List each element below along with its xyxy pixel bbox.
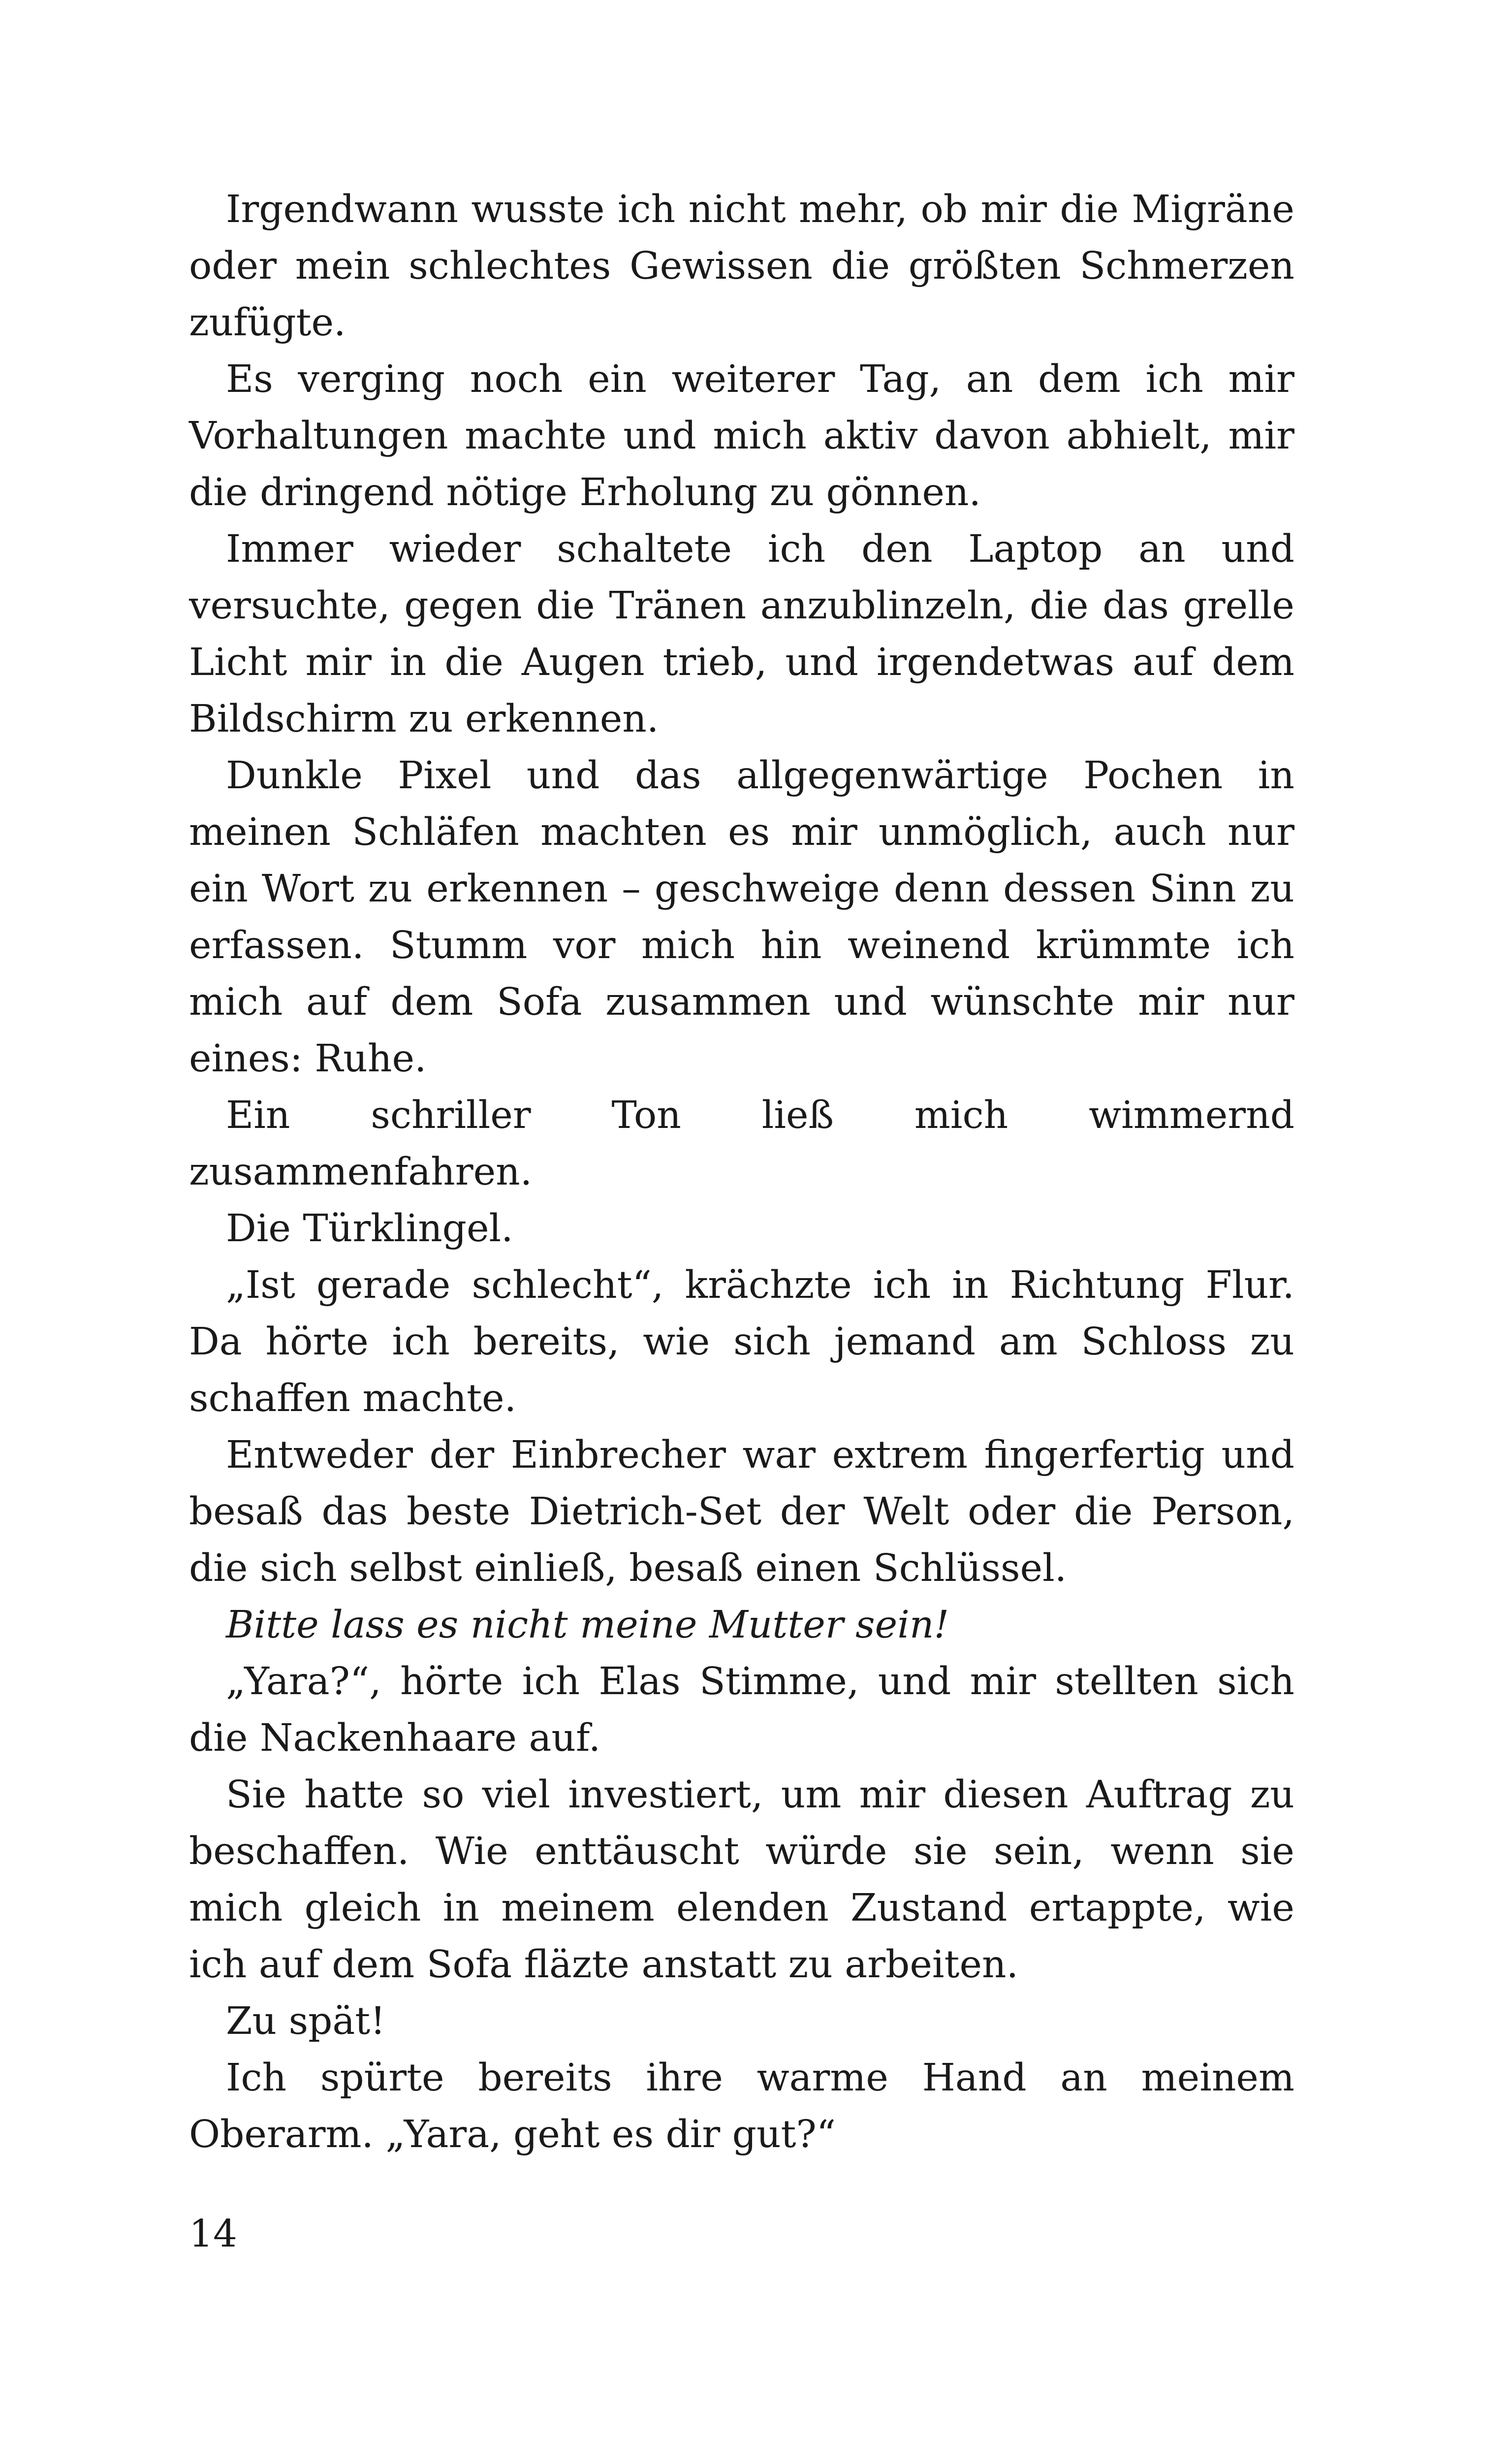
paragraph-2: Es verging noch ein weiterer Tag, an dem ich mir Vorhaltungen machte und mich aktiv davon abhielt, mir die dringend nötige Erholung zu gönnen. [189,357,1294,514]
paragraph-7: „Ist gerade schlecht“, krächzte ich in Richtung Flur. Da hörte ich bereits, wie sich jemand am Schloss zu schaffen machte. [189,1263,1294,1420]
paragraph-6: Die Türklingel. [226,1207,513,1251]
paragraph-3: Immer wieder schaltete ich den Laptop an und versuchte, gegen die Tränen anzublinzeln, die das grelle Licht mir in die Augen trieb, und irgendetwas auf dem Bildschirm zu erkennen. [189,527,1294,741]
paragraph-10: „Yara?“, hörte ich Elas Stimme, und mir stellten sich die Nackenhaare auf. [189,1660,1294,1760]
paragraph-13: Ich spürte bereits ihre warme Hand an meinem Oberarm. „Yara, geht es dir gut?“ [189,2056,1294,2156]
paragraph-8: Entweder der Einbrecher war extrem fingerfertig und besaß das beste Dietrich-Set der Welt oder die Person, die sich selbst einließ, besaß einen Schlüssel. [189,1433,1294,1590]
paragraph-4: Dunkle Pixel und das allgegenwärtige Pochen in meinen Schläfen machten es mir unmöglich, auch nur ein Wort zu erkennen – geschweige denn dessen Sinn zu erfassen. Stumm vor mich hin weinend krümmte ich mich auf dem Sofa zusammen und wünschte mir nur eines: Ruhe. [189,754,1294,1081]
paragraph-5: Ein schriller Ton ließ mich wimmernd zusammenfahren. [189,1093,1294,1194]
paragraph-12: Zu spät! [226,1999,386,2043]
paragraph-1: Irgendwann wusste ich nicht mehr, ob mir die Migräne oder mein schlechtes Gewissen die größten Schmerzen zufügte. [189,188,1294,345]
page-number: 14 [189,2212,237,2256]
body-text [189,181,1294,2163]
paragraph-9-italic-thought: Bitte lass es nicht meine Mutter sein! [226,1603,949,1647]
paragraph-11: Sie hatte so viel investiert, um mir diesen Auftrag zu beschaffen. Wie enttäuscht würde sie sein, wenn sie mich gleich in meinem elenden Zustand ertappte, wie ich auf dem Sofa fläzte anstatt zu arbeiten. [189,1773,1294,1987]
